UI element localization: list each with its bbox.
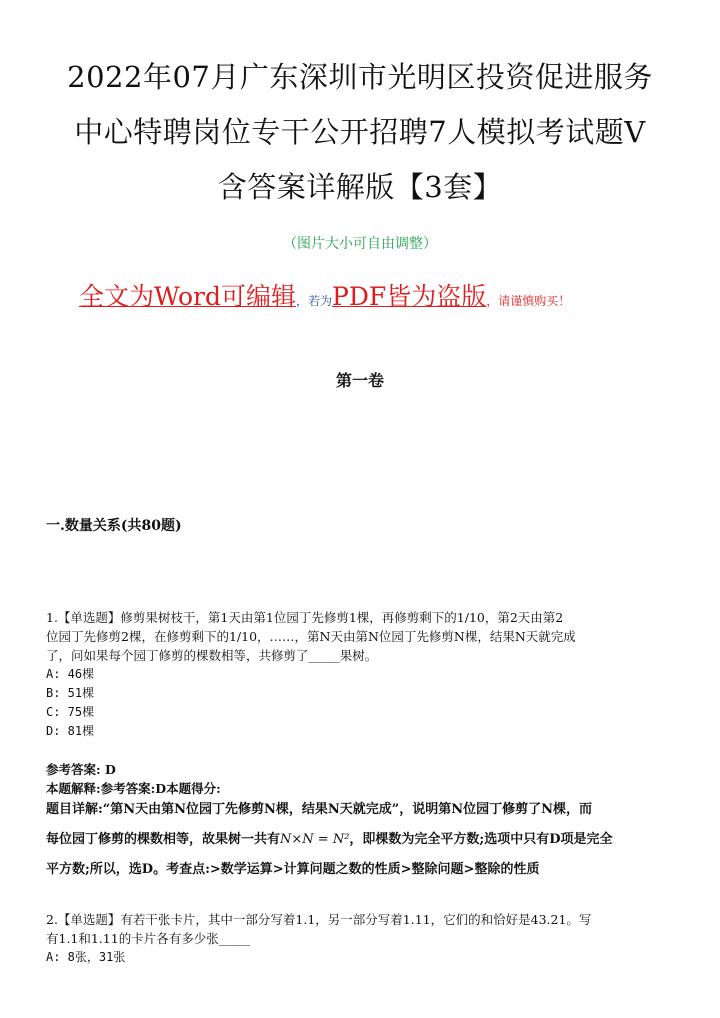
explanation-line: 题目详解:“第N天由第N位园丁先修剪N棵，结果N天就完成”，说明第N位园丁修剪了N棵，而 xyxy=(46,802,593,817)
option-a: A: 8张，31张 xyxy=(46,950,126,964)
explanation-text: 每位园丁修剪的棵数相等，故果树一共有 xyxy=(46,832,281,847)
question-text-line: 了，问如果每个园丁修剪的棵数相等，共修剪了_____果树。 xyxy=(46,648,378,663)
notice-connector: ，若为 xyxy=(296,294,333,308)
question-2 xyxy=(46,910,676,967)
title-line-2: 中心特聘岗位专干公开招聘7人模拟考试题V xyxy=(74,115,646,149)
notice-word-editable: 全文为Word可编辑 xyxy=(79,282,297,311)
document-title xyxy=(0,50,720,215)
notice-pdf-pirated: PDF皆为盗版 xyxy=(332,282,487,311)
question-text-line: 有1.1和1.11的卡片各有多少张_____ xyxy=(46,931,250,946)
question-text-line: 位园丁先修剪2棵，在修剪剩下的1/10，……，第N天由第N位园丁先修剪N棵，结果N天就完成 xyxy=(46,629,576,644)
reference-answer: 参考答案: D xyxy=(46,762,116,777)
question-1 xyxy=(46,608,676,741)
answer-block xyxy=(46,760,676,798)
answer-score: 本题解释:参考答案:D本题得分: xyxy=(46,781,221,796)
title-line-1: 2022年07月广东深圳市光明区投资促进服务 xyxy=(67,60,653,94)
option-a: A: 46棵 xyxy=(46,667,95,681)
explanation-line xyxy=(46,825,682,855)
copyright-notice xyxy=(79,277,570,313)
notice-warning: ，请谨慎购买！ xyxy=(486,294,571,308)
volume-heading: 第一卷 xyxy=(335,371,384,390)
formula: N×N = N² xyxy=(280,832,350,847)
explanation-line: 平方数;所以，选D。考查点:>数学运算>计算问题之数的性质>整除问题>整除的性质 xyxy=(46,862,540,877)
title-line-3: 含答案详解版【3套】 xyxy=(217,170,503,204)
question-text-line: 2.【单选题】有若干张卡片，其中一部分写着1.1，另一部分写着1.11，它们的和恰好是43.21。写 xyxy=(46,912,592,927)
option-b: B: 51棵 xyxy=(46,686,95,700)
section-heading: 一.数量关系(共80题) xyxy=(46,518,182,534)
answer-explanation xyxy=(46,795,682,885)
option-d: D: 81棵 xyxy=(46,724,95,738)
subtitle: （图片大小可自由调整） xyxy=(283,236,437,252)
question-text-line: 1.【单选题】修剪果树枝干，第1天由第1位园丁先修剪1棵，再修剪剩下的1/10，第2天由第2 xyxy=(46,610,564,625)
option-c: C: 75棵 xyxy=(46,705,95,719)
explanation-text: ，即棵数为完全平方数;选项中只有D项是完全 xyxy=(349,832,613,847)
